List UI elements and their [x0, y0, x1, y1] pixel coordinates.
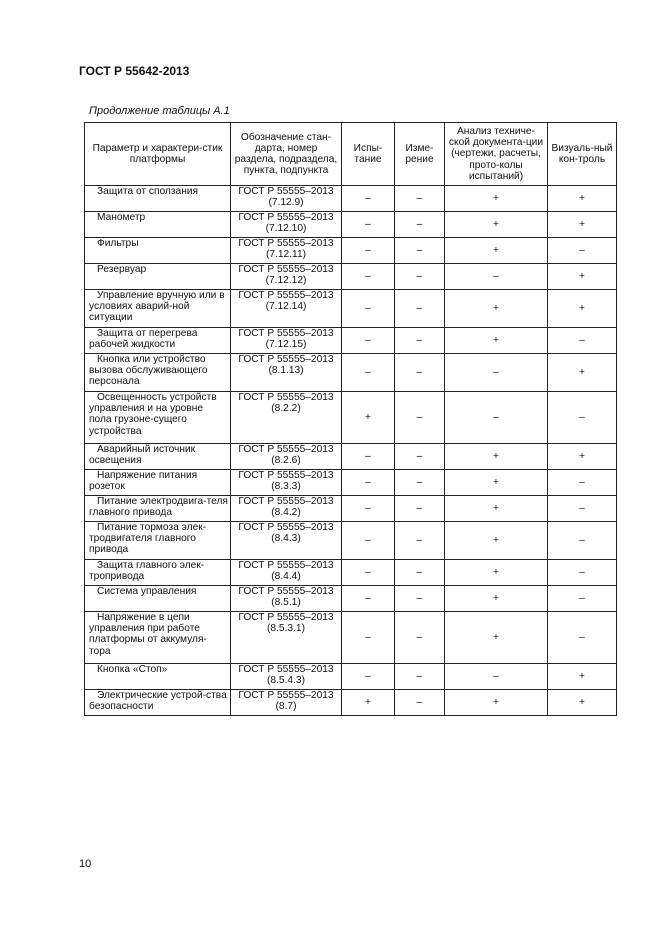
table-header-row [85, 123, 617, 186]
cell-visual: + [548, 264, 617, 290]
cell-param: Манометр [85, 212, 231, 238]
cell-analysis: + [445, 290, 548, 328]
table-row [85, 522, 617, 560]
cell-measure: – [395, 354, 445, 392]
cell-visual: + [548, 690, 617, 716]
cell-ref: ГОСТ Р 55555–2013 (8.4.4) [231, 560, 342, 586]
table-caption: Продолжение таблицы А.1 [89, 105, 230, 117]
document-header: ГОСТ Р 55642-2013 [79, 64, 190, 78]
cell-test: – [342, 212, 395, 238]
cell-test: – [342, 522, 395, 560]
cell-measure: – [395, 612, 445, 664]
cell-visual: + [548, 186, 617, 212]
cell-test: – [342, 560, 395, 586]
table-row [85, 238, 617, 264]
cell-test: – [342, 470, 395, 496]
cell-ref: ГОСТ Р 55555–2013 (7.12.15) [231, 328, 342, 354]
cell-param: Освещенность устройств управления и на уровне пола грузоне-сущего устройства [85, 392, 231, 444]
cell-param: Кнопка или устройство вызова обслуживающего персонала [85, 354, 231, 392]
cell-ref: ГОСТ Р 55555–2013 (8.5.1) [231, 586, 342, 612]
cell-analysis: + [445, 212, 548, 238]
cell-measure: – [395, 392, 445, 444]
cell-test: – [342, 264, 395, 290]
table-row [85, 290, 617, 328]
cell-test: + [342, 690, 395, 716]
cell-param: Фильтры [85, 238, 231, 264]
header-parameter: Параметр и характери-стик платформы [85, 123, 231, 186]
cell-measure: – [395, 690, 445, 716]
table-row [85, 690, 617, 716]
cell-param: Резервуар [85, 264, 231, 290]
header-analysis: Анализ техниче-ской документа-ции (чертежи, расчеты, прото-колы испытаний) [445, 123, 548, 186]
cell-visual: – [548, 522, 617, 560]
cell-param: Питание электродвига-теля главного привода [85, 496, 231, 522]
header-standard: Обозначение стан-дарта, номер раздела, подраздела, пункта, подпункта [231, 123, 342, 186]
table-row [85, 264, 617, 290]
cell-measure: – [395, 664, 445, 690]
table-row [85, 392, 617, 444]
table-row [85, 444, 617, 470]
cell-analysis: – [445, 354, 548, 392]
cell-measure: – [395, 212, 445, 238]
cell-analysis: + [445, 586, 548, 612]
cell-test: – [342, 664, 395, 690]
cell-measure: – [395, 444, 445, 470]
table-row [85, 186, 617, 212]
cell-ref: ГОСТ Р 55555–2013 (8.4.2) [231, 496, 342, 522]
cell-measure: – [395, 586, 445, 612]
cell-analysis: + [445, 328, 548, 354]
table-row [85, 560, 617, 586]
table-row [85, 470, 617, 496]
cell-param: Кнопка «Стоп» [85, 664, 231, 690]
cell-analysis: + [445, 496, 548, 522]
cell-ref: ГОСТ Р 55555–2013 (7.12.9) [231, 186, 342, 212]
cell-measure: – [395, 264, 445, 290]
cell-ref: ГОСТ Р 55555–2013 (8.7) [231, 690, 342, 716]
cell-visual: – [548, 470, 617, 496]
table-row [85, 664, 617, 690]
cell-param: Напряжение питания розеток [85, 470, 231, 496]
cell-analysis: + [445, 238, 548, 264]
cell-ref: ГОСТ Р 55555–2013 (8.5.3.1) [231, 612, 342, 664]
cell-param: Напряжение в цепи управления при работе платформы от аккумуля-тора [85, 612, 231, 664]
cell-visual: – [548, 238, 617, 264]
cell-visual: + [548, 290, 617, 328]
cell-test: – [342, 354, 395, 392]
cell-ref: ГОСТ Р 55555–2013 (7.12.11) [231, 238, 342, 264]
cell-ref: ГОСТ Р 55555–2013 (8.2.2) [231, 392, 342, 444]
cell-analysis: + [445, 560, 548, 586]
cell-analysis: – [445, 664, 548, 690]
cell-param: Аварийный источник освещения [85, 444, 231, 470]
table-row [85, 612, 617, 664]
cell-ref: ГОСТ Р 55555–2013 (8.4.3) [231, 522, 342, 560]
inspection-table [84, 122, 617, 716]
cell-analysis: + [445, 690, 548, 716]
cell-param: Электрические устрой-ства безопасности [85, 690, 231, 716]
cell-ref: ГОСТ Р 55555–2013 (8.5.4.3) [231, 664, 342, 690]
cell-analysis: + [445, 522, 548, 560]
cell-visual: + [548, 354, 617, 392]
cell-analysis: + [445, 444, 548, 470]
cell-test: – [342, 586, 395, 612]
cell-visual: + [548, 664, 617, 690]
cell-visual: – [548, 612, 617, 664]
cell-analysis: – [445, 264, 548, 290]
cell-measure: – [395, 290, 445, 328]
cell-ref: ГОСТ Р 55555–2013 (7.12.10) [231, 212, 342, 238]
cell-visual: + [548, 444, 617, 470]
cell-test: – [342, 612, 395, 664]
cell-test: + [342, 392, 395, 444]
cell-analysis: + [445, 186, 548, 212]
cell-param: Защита от перегрева рабочей жидкости [85, 328, 231, 354]
cell-param: Система управления [85, 586, 231, 612]
cell-param: Управление вручную или в условиях аварий-ной ситуации [85, 290, 231, 328]
cell-ref: ГОСТ Р 55555–2013 (8.1.13) [231, 354, 342, 392]
cell-ref: ГОСТ Р 55555–2013 (7.12.14) [231, 290, 342, 328]
table-row [85, 496, 617, 522]
cell-test: – [342, 186, 395, 212]
cell-measure: – [395, 186, 445, 212]
page-number: 10 [79, 858, 92, 870]
cell-measure: – [395, 496, 445, 522]
cell-ref: ГОСТ Р 55555–2013 (8.3.3) [231, 470, 342, 496]
cell-measure: – [395, 522, 445, 560]
cell-visual: + [548, 212, 617, 238]
header-measurement: Изме-рение [395, 123, 445, 186]
cell-measure: – [395, 328, 445, 354]
cell-analysis: + [445, 612, 548, 664]
cell-measure: – [395, 470, 445, 496]
cell-visual: – [548, 560, 617, 586]
cell-measure: – [395, 238, 445, 264]
table-row [85, 586, 617, 612]
cell-ref: ГОСТ Р 55555–2013 (8.2.6) [231, 444, 342, 470]
cell-test: – [342, 444, 395, 470]
cell-visual: – [548, 586, 617, 612]
cell-param: Питание тормоза элек-тродвигателя главного привода [85, 522, 231, 560]
cell-param: Защита главного элек-тропривода [85, 560, 231, 586]
cell-analysis: + [445, 470, 548, 496]
cell-analysis: – [445, 392, 548, 444]
cell-test: – [342, 290, 395, 328]
header-test: Испы-тание [342, 123, 395, 186]
cell-ref: ГОСТ Р 55555–2013 (7.12.12) [231, 264, 342, 290]
cell-visual: – [548, 496, 617, 522]
cell-visual: – [548, 328, 617, 354]
cell-test: – [342, 328, 395, 354]
table-row [85, 328, 617, 354]
table-row [85, 354, 617, 392]
cell-test: – [342, 238, 395, 264]
cell-test: – [342, 496, 395, 522]
cell-param: Защита от сползания [85, 186, 231, 212]
cell-measure: – [395, 560, 445, 586]
header-visual: Визуаль-ный кон-троль [548, 123, 617, 186]
cell-visual: – [548, 392, 617, 444]
table-row [85, 212, 617, 238]
